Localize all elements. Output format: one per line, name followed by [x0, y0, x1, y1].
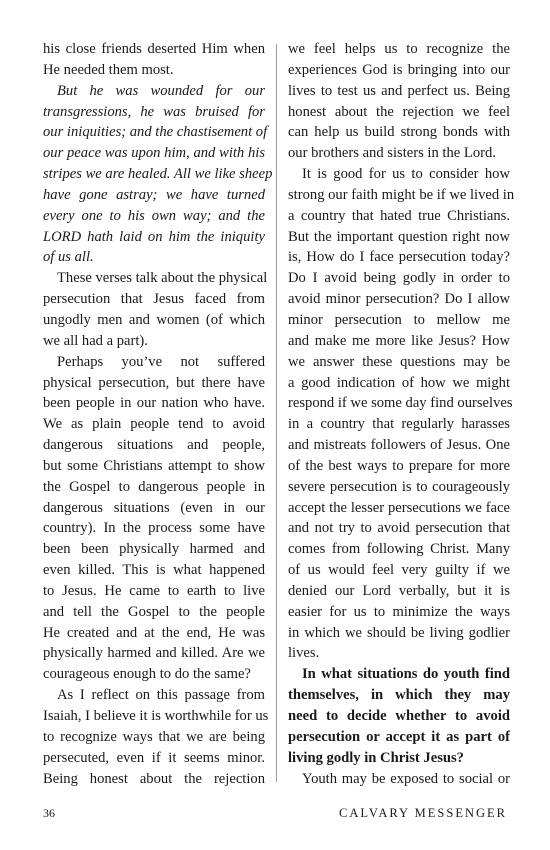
page-footer	[43, 806, 507, 824]
text-line: to Jesus. He came to earth to live	[43, 582, 265, 599]
text-line: have gone astray; we have turned	[43, 186, 265, 203]
text-line: a good indication of how we might	[288, 374, 510, 391]
text-line: the Gospel to dangerous people in	[43, 478, 265, 495]
text-line: He needed them most.	[43, 61, 174, 78]
page-number: 36	[43, 806, 55, 820]
text-line: But he was wounded for our	[57, 82, 265, 99]
text-line: But the important question right now	[288, 228, 510, 245]
text-line: ungodly men and women (of which	[43, 311, 265, 328]
text-line: and mistreats followers of Jesus. One	[288, 437, 510, 454]
text-line: It is good for us to consider how	[302, 166, 510, 183]
text-line: and make me more like Jesus? How	[288, 332, 510, 349]
text-line: experiences God is bringing into our	[288, 61, 510, 78]
text-line: been been physically harmed and	[43, 541, 265, 558]
text-line: denied our Lord verbally, but it is	[288, 582, 510, 599]
text-line: minor persecution to mellow me	[288, 311, 510, 328]
text-line: As I reflect on this passage from	[57, 687, 265, 704]
text-line: LORD hath laid on him the iniquity	[43, 228, 265, 245]
text-line: been people in our nation who have.	[43, 395, 265, 412]
text-line: He created and at the end, He was	[43, 624, 265, 641]
text-line: our peace was upon him, and with his	[43, 145, 265, 162]
text-line: our brothers and sisters in the Lord.	[288, 145, 496, 162]
text-line: physical persecution, but there have	[43, 374, 265, 391]
text-line: in which we should be living godlier	[288, 624, 510, 641]
text-line: and not try to avoid persecution that	[288, 520, 510, 537]
text-line: comes from following Christ. Many	[288, 541, 510, 558]
text-line: we feel helps us to recognize the	[288, 41, 510, 57]
text-line: is, How do I face persecution today?	[288, 249, 510, 266]
text-line: These verses talk about the physical	[57, 270, 268, 287]
text-line: avoid minor persecution? Do I allow	[288, 291, 510, 308]
text-line: even killed. This is what happened	[43, 562, 265, 579]
text-line: Isaiah, I believe it is worthwhile for us	[43, 708, 269, 724]
text-line: country). In the process some have	[43, 520, 265, 537]
text-line: dangerous situations and people,	[43, 437, 265, 454]
text-line: need to decide whether to avoid	[288, 708, 510, 724]
running-head: CALVARY MESSENGER	[339, 806, 507, 820]
text-line: transgressions, he was bruised for	[43, 103, 265, 120]
text-line: persecution that Jesus faced from	[43, 291, 265, 308]
text-line: in a country that regularly harasses	[288, 416, 510, 433]
text-line: his close friends deserted Him when	[43, 41, 265, 57]
text-line: living godly in Christ Jesus?	[288, 749, 464, 766]
text-line: easier for us to minimize the ways	[288, 603, 510, 620]
text-line: of us all.	[43, 249, 94, 266]
text-line: respond if we some day find ourselves	[288, 395, 513, 412]
text-line: of the best ways to prepare for more	[288, 457, 510, 474]
text-line: Youth may be exposed to social or	[302, 770, 510, 787]
text-line: stripes we are healed. All we like sheep	[43, 166, 273, 183]
text-line: honest about the rejection we feel	[288, 103, 510, 120]
text-line: strong our faith might be if we lived in	[288, 186, 515, 203]
column-divider	[276, 44, 277, 782]
text-line: persecution or accept it as part of	[288, 728, 510, 745]
text-line: physically harmed and killed. Are we	[43, 645, 265, 662]
text-line: we all had a part).	[43, 332, 148, 349]
text-line: lives to test us and perfect us. Being	[288, 82, 510, 99]
right-column	[288, 39, 515, 789]
text-line: We as plain people tend to avoid	[43, 416, 265, 433]
text-line: persecuted, even if it seems minor.	[43, 749, 265, 766]
text-line: of us would feel very guilty if we	[288, 562, 510, 579]
text-line: Perhaps you’ve not suffered	[57, 353, 265, 370]
text-line: every one to his own way; and the	[43, 207, 265, 224]
text-line: In what situations do youth find	[302, 666, 510, 683]
text-line: lives.	[288, 645, 320, 662]
left-column	[43, 39, 273, 789]
text-line: to recognize ways that we are being	[43, 728, 265, 745]
text-line: courageous enough to do the same?	[43, 666, 251, 683]
text-line: but some Christians attempt to show	[43, 457, 265, 474]
text-line: a country that hated true Christians.	[288, 207, 510, 224]
text-line: can help us build strong bonds with	[288, 124, 510, 141]
text-line: dangerous situations (even in our	[43, 499, 265, 516]
text-line: we answer these questions may be	[288, 353, 510, 370]
text-line: accept the lesser persecutions we face	[288, 499, 510, 516]
text-line: and tell the Gospel to the people	[43, 603, 265, 620]
text-line: themselves, in which they may	[288, 687, 510, 704]
text-line: Do I avoid being godly in order to	[288, 270, 510, 287]
text-line: our iniquities; and the chastisement of	[43, 124, 268, 141]
text-line: Being honest about the rejection	[43, 770, 265, 787]
text-line: severe persecution is to courageously	[288, 478, 510, 495]
